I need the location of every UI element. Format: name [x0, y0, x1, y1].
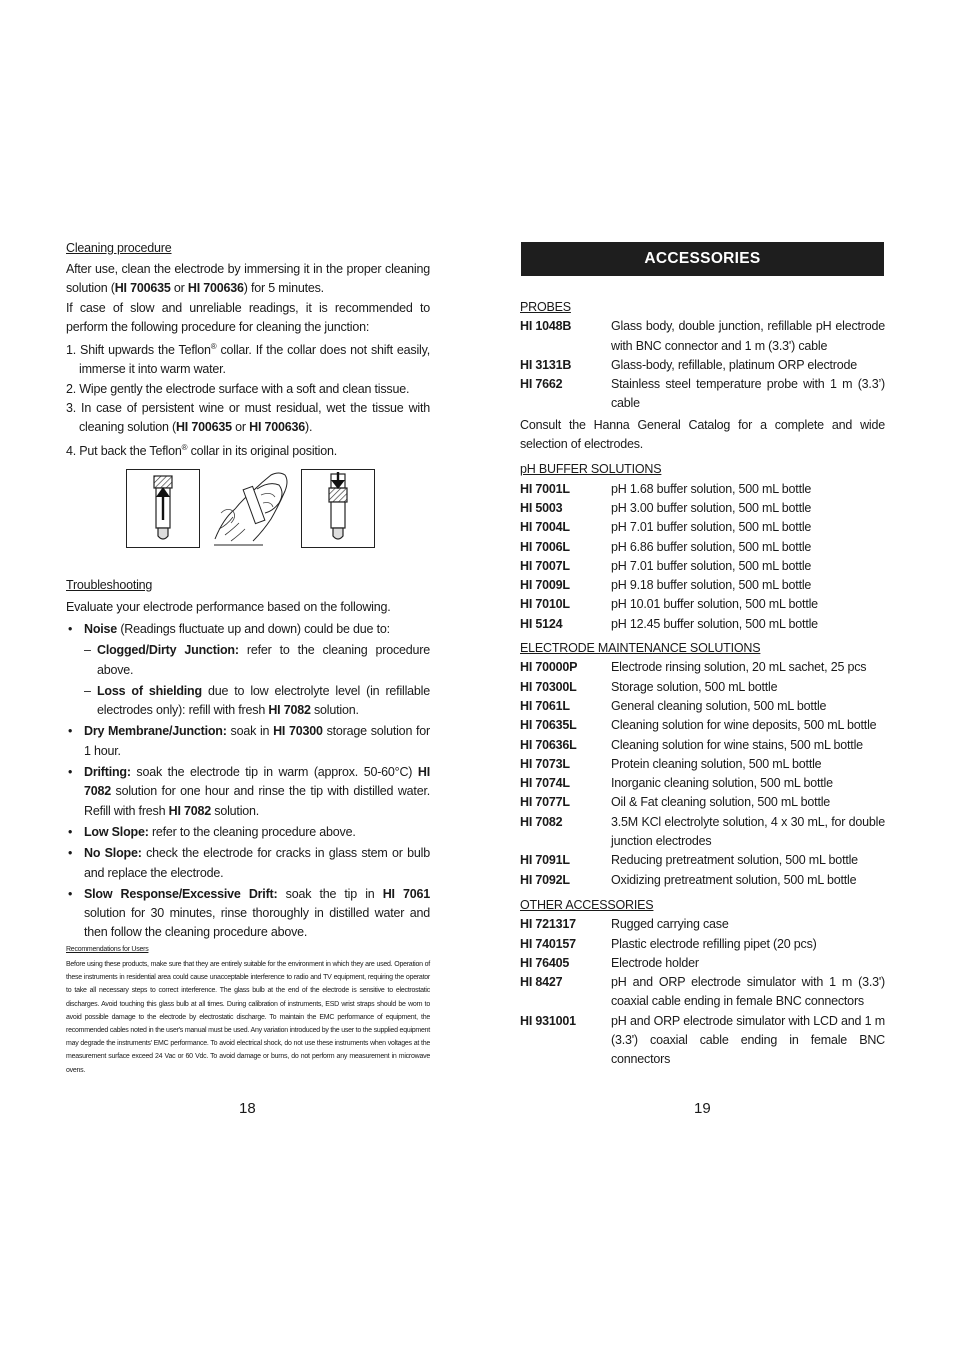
superscript: ® — [181, 442, 188, 452]
accessory-description: pH and ORP electrode simulator with 1 m (3.3') coaxial cable ending in female BNC connectors — [611, 975, 885, 1009]
electrode-arrow-up-icon — [127, 470, 199, 547]
accessory-row — [520, 871, 885, 890]
accessory-row — [520, 973, 885, 1012]
text-run: collar in its original position. — [187, 443, 338, 458]
cleaning-step — [66, 337, 430, 380]
accessory-code: HI 76405 — [520, 955, 570, 970]
accessory-row — [520, 813, 885, 852]
accessory-description: Glass-body, refillable, platinum ORP electrode — [611, 357, 858, 372]
text-run: solution for 30 minutes, rinse thoroughly in distilled water and then follow the cleaning procedure above. — [84, 906, 430, 940]
other-accessories-title: OTHER ACCESSORIES — [520, 897, 654, 912]
accessory-description: Protein cleaning solution, 500 mL bottle — [611, 756, 822, 771]
trouble-subitem — [66, 682, 430, 721]
bold-code: HI 700635 — [114, 281, 171, 296]
text-run: ) for 5 minutes. — [243, 281, 324, 296]
accessory-code: HI 7007L — [520, 558, 570, 573]
maintenance-list — [520, 658, 885, 890]
accessory-row — [520, 595, 885, 614]
text-run: solution for one hour and rinse the tip with distilled water. Refill with fresh — [84, 784, 430, 818]
accessory-code: HI 7001L — [520, 481, 570, 496]
accessory-row — [520, 954, 885, 973]
cleaning-steps-list — [66, 337, 430, 461]
accessory-code: HI 7061L — [520, 698, 570, 713]
accessory-description: Rugged carrying case — [611, 917, 729, 932]
accessory-row — [520, 576, 885, 595]
text-run: 4. Put back the Teflon — [66, 443, 182, 458]
text-run: 3. In case of persistent wine or must residual, wet the tissue with cleaning solution ( — [66, 401, 430, 435]
bold-code: HI 700636 — [249, 420, 306, 435]
accessory-row — [520, 697, 885, 716]
bold-code: HI 7061 — [382, 886, 430, 901]
accessory-row — [520, 499, 885, 518]
accessory-code: HI 7009L — [520, 578, 570, 593]
text-run: soak the electrode tip in warm (approx. 50-60°C) — [130, 765, 418, 780]
accessory-description: Plastic electrode refilling pipet (20 pcs) — [611, 936, 817, 951]
accessory-description: General cleaning solution, 500 mL bottle — [611, 698, 827, 713]
bold-code: Noise — [84, 622, 118, 636]
figure-put-back-collar — [301, 469, 375, 548]
accessory-description: pH and ORP electrode simulator with LCD and 1 m (3.3') coaxial cable ending in female BNC connectors — [611, 1013, 885, 1067]
bold-code: HI 700636 — [187, 281, 244, 296]
cleaning-procedure-title: Cleaning procedure — [66, 241, 172, 255]
text-run: or — [231, 420, 250, 435]
recommendations-text: Before using these products, make sure that they are entirely suitable for the environment in which they are used. Operation of these instruments in residential area could cause unacceptable interference to radio and TV equipment, requiring the operator to take all necessary steps to correct interference. The glass bulb at the end of the electrode is sensitive to electrostatic discharges. Avoid touching this glass bulb at all times. During calibration of instruments, ESD wrist straps should be worn to avoid possible damage to the electrode by electrostatic discharge. To maintain the EMC performance of equipment, the recommended cables noted in the user's manual must be used. Any variation introduced by the user to the supplied equipment may degrade the instruments' EMC performance. To avoid electrical shock, do not use these instruments when voltages at the measurement surface exceed 24 Vac or 60 Vdc. To avoid damage or burns, do not perform any measurement in microwave ovens. — [66, 961, 430, 1074]
accessory-code: HI 7074L — [520, 776, 570, 791]
trouble-item — [66, 722, 430, 761]
accessory-row — [520, 1012, 885, 1070]
bold-code: Clogged/Dirty Junction: — [97, 643, 239, 658]
accessory-description: Electrode rinsing solution, 20 mL sachet, 25 pcs — [611, 660, 867, 675]
text-run: ). — [305, 420, 313, 435]
accessory-code: HI 7091L — [520, 853, 570, 868]
troubleshooting-title: Troubleshooting — [66, 578, 153, 592]
trouble-item — [66, 763, 430, 821]
probes-title: PROBES — [520, 300, 571, 314]
accessory-code: HI 3131B — [520, 357, 572, 372]
text-run: solution. — [211, 803, 260, 818]
page-number-left: 18 — [239, 1100, 256, 1117]
probes-list — [520, 317, 885, 413]
accessory-description: pH 9.18 buffer solution, 500 mL bottle — [611, 578, 812, 593]
accessory-description: pH 7.01 buffer solution, 500 mL bottle — [611, 520, 812, 535]
accessory-description: Inorganic cleaning solution, 500 mL bottle — [611, 776, 833, 791]
text-run: 2. Wipe gently the electrode surface with a soft and clean tissue. — [66, 381, 410, 396]
bold-code: HI 7082 — [168, 803, 212, 818]
right-page — [520, 298, 885, 1070]
accessory-row — [520, 716, 885, 735]
accessory-code: HI 70000P — [520, 660, 578, 675]
accessory-code: HI 740157 — [520, 936, 576, 951]
accessory-description: pH 3.00 buffer solution, 500 mL bottle — [611, 500, 812, 515]
other-accessories-list — [520, 915, 885, 1069]
superscript: ® — [210, 342, 217, 351]
accessory-description: pH 6.86 buffer solution, 500 mL bottle — [611, 539, 812, 554]
accessory-row — [520, 356, 885, 375]
trouble-item — [66, 620, 430, 639]
text-run: (Readings fluctuate up and down) could be due to: — [117, 622, 390, 636]
accessory-row — [520, 658, 885, 677]
text-run: check the electrode for cracks in glass stem or bulb and replace the electrode. — [84, 846, 430, 880]
accessory-description: Electrode holder — [611, 955, 699, 970]
accessory-row — [520, 935, 885, 954]
bold-code: Drifting: — [84, 765, 131, 780]
accessory-description: Cleaning solution for wine deposits, 500 mL bottle — [611, 718, 877, 733]
trouble-item — [66, 844, 430, 883]
accessory-row — [520, 851, 885, 870]
accessory-code: HI 5003 — [520, 500, 563, 515]
trouble-item — [66, 823, 430, 842]
bold-code: Low Slope: — [84, 824, 149, 839]
accessory-description: pH 10.01 buffer solution, 500 mL bottle — [611, 597, 818, 612]
accessory-description: Glass body, double junction, refillable pH electrode with BNC connector and 1 m (3.3') cable — [611, 319, 885, 353]
bold-code: Dry Membrane/Junction: — [84, 724, 227, 739]
text-run: After use, clean the electrode by immersing it in the proper cleaning solution ( — [66, 262, 430, 296]
accessory-row — [520, 793, 885, 812]
accessory-code: HI 70636L — [520, 737, 577, 752]
accessory-row — [520, 755, 885, 774]
accessory-row — [520, 375, 885, 414]
accessory-description: pH 12.45 buffer solution, 500 mL bottle — [611, 616, 818, 631]
accessory-row — [520, 774, 885, 793]
cleaning-intro — [66, 260, 430, 299]
troubleshooting-intro: Evaluate your electrode performance based on the following. — [66, 600, 391, 614]
electrode-arrow-down-icon — [302, 470, 374, 547]
hand-tissue-icon — [213, 469, 291, 548]
accessory-code: HI 8427 — [520, 975, 563, 990]
cleaning-step — [66, 380, 430, 399]
trouble-subitem — [66, 641, 430, 680]
bold-code: HI 700635 — [175, 420, 232, 435]
accessory-description: 3.5M KCl electrolyte solution, 4 x 30 mL, for double junction electrodes — [611, 814, 885, 849]
bold-code: HI 7082 — [268, 703, 311, 718]
text-run: collar. If the collar does not shift easily, immerse it into warm water. — [79, 343, 431, 377]
accessory-code: HI 721317 — [520, 917, 576, 932]
accessory-description: Oil & Fat cleaning solution, 500 mL bottle — [611, 795, 831, 810]
recommendations-title: Recommendations for Users — [66, 946, 149, 953]
accessory-description: Reducing pretreatment solution, 500 mL bottle — [611, 853, 858, 868]
text-run: solution. — [310, 703, 359, 718]
text-run: storage solution for 1 hour. — [84, 724, 430, 758]
bold-code: HI 7082 — [84, 765, 430, 799]
accessory-row — [520, 915, 885, 934]
accessory-code: HI 7077L — [520, 795, 570, 810]
accessory-row — [520, 317, 885, 356]
cleaning-step — [66, 399, 430, 438]
accessory-row — [520, 557, 885, 576]
accessory-row — [520, 538, 885, 557]
text-run: soak the tip in — [277, 886, 383, 901]
trouble-item — [66, 885, 430, 943]
bold-code: HI 70300 — [273, 724, 323, 739]
accessory-row — [520, 615, 885, 634]
troubleshooting-list — [66, 620, 430, 943]
bold-code: No Slope: — [84, 846, 142, 861]
accessory-code: HI 7073L — [520, 756, 570, 771]
accessories-header: ACCESSORIES — [521, 242, 884, 276]
cleaning-case-text: If case of slow and unreliable readings, it is recommended to perform the following procedure for cleaning the junction: — [66, 301, 430, 335]
cleaning-step — [66, 438, 430, 461]
accessory-code: HI 7010L — [520, 597, 570, 612]
buffers-list — [520, 480, 885, 634]
accessory-code: HI 70635L — [520, 718, 577, 733]
figure-wipe-electrode — [213, 469, 287, 548]
bold-code: Slow Response/Excessive Drift: — [84, 886, 278, 901]
accessory-description: pH 7.01 buffer solution, 500 mL bottle — [611, 558, 812, 573]
text-run: due to low electrolyte level (in refillable electrodes only): refill with fresh — [97, 683, 431, 718]
figure-shift-collar-up — [126, 469, 200, 548]
accessory-code: HI 7004L — [520, 520, 570, 535]
accessory-code: HI 7662 — [520, 377, 563, 392]
accessory-description: Oxidizing pretreatment solution, 500 mL bottle — [611, 872, 857, 887]
text-run: 1. Shift upwards the Teflon — [66, 343, 211, 358]
consult-note: Consult the Hanna General Catalog for a complete and wide selection of electrodes. — [520, 417, 885, 452]
text-run: refer to the cleaning procedure above. — [97, 643, 430, 677]
accessory-code: HI 7092L — [520, 872, 570, 887]
accessory-description: Cleaning solution for wine stains, 500 mL bottle — [611, 737, 863, 752]
text-run: refer to the cleaning procedure above. — [148, 824, 356, 839]
accessory-row — [520, 480, 885, 499]
accessory-code: HI 70300L — [520, 679, 577, 694]
accessory-row — [520, 518, 885, 537]
accessory-code: HI 7006L — [520, 539, 570, 554]
accessory-description: Storage solution, 500 mL bottle — [611, 679, 778, 694]
accessory-code: HI 7082 — [520, 814, 563, 829]
buffers-title: pH BUFFER SOLUTIONS — [520, 462, 662, 477]
accessory-row — [520, 736, 885, 755]
accessory-description: pH 1.68 buffer solution, 500 mL bottle — [611, 481, 812, 496]
bold-code: Loss of shielding — [97, 683, 202, 698]
accessory-row — [520, 678, 885, 697]
accessory-code: HI 5124 — [520, 616, 563, 631]
accessory-description: Stainless steel temperature probe with 1 m (3.3’) cable — [611, 377, 885, 411]
accessory-code: HI 931001 — [520, 1013, 576, 1028]
text-run: or — [170, 281, 188, 296]
maintenance-title: ELECTRODE MAINTENANCE SOLUTIONS — [520, 641, 761, 656]
accessory-code: HI 1048B — [520, 319, 572, 334]
text-run: soak in — [226, 724, 274, 739]
page-number-right: 19 — [694, 1100, 711, 1117]
